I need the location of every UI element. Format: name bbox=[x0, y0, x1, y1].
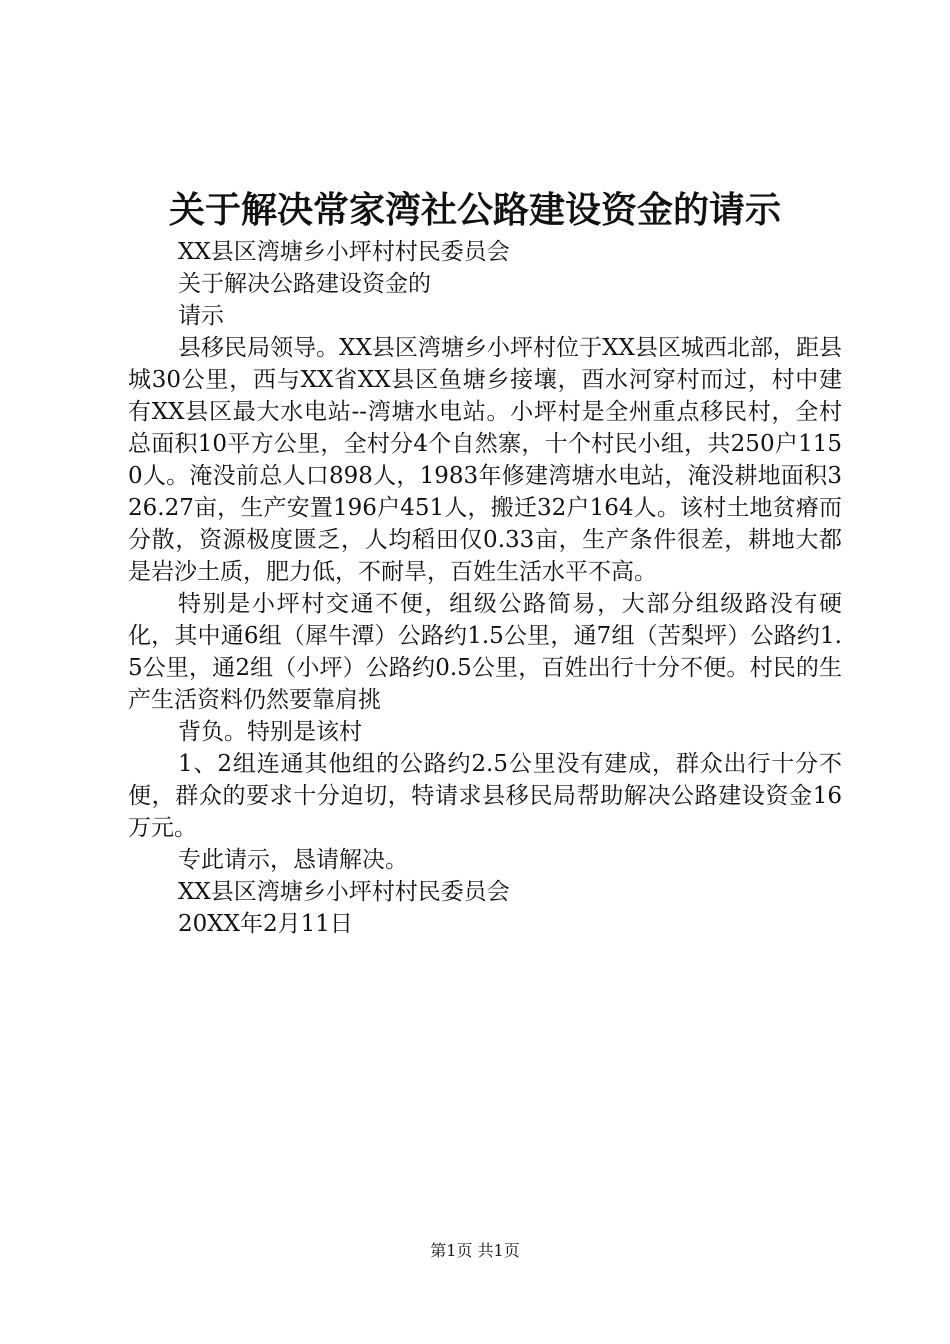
subject-line-continued: 请示 bbox=[178, 303, 224, 329]
paragraph-background: 县移民局领导。XX县区湾塘乡小坪村位于XX县区城西北部，距县城30公里，西与XX省XX县区鱼塘乡接壤，酉水河穿村而过，村中建有XX县区最大水电站--湾塘水电站。小坪村是全州重点移民村，全村总面积10平方公里，全村分4个自然寨，十个村民小组，共250户1150人。淹没前总人口898人，1983年修建湾塘水电站，淹没耕地面积326.27亩，生产安置196户451人，搬迁32户164人。该村土地贫瘠而分散，资源极度匮乏，人均稻田仅0.33亩，生产条件很差，耕地大都是岩沙土质，肥力低，不耐旱，百姓生活水平不高。 bbox=[128, 335, 842, 585]
document-title: 关于解决常家湾社公路建设资金的请示 bbox=[168, 189, 781, 231]
signature-organization: XX县区湾塘乡小坪村村民委员会 bbox=[178, 879, 510, 905]
subject-line: 关于解决公路建设资金的 bbox=[178, 271, 431, 297]
addressee-line: XX县区湾塘乡小坪村村民委员会 bbox=[178, 239, 510, 265]
page-number-footer: 第1页 共1页 bbox=[430, 1241, 520, 1260]
signature-date: 20XX年2月11日 bbox=[178, 911, 353, 937]
closing-request: 专此请示，恳请解决。 bbox=[178, 847, 408, 873]
paragraph-fragment: 背负。特别是该村 bbox=[178, 719, 362, 745]
paragraph-traffic: 特别是小坪村交通不便，组级公路简易，大部分组级路没有硬化，其中通6组（犀牛潭）公路约1.5公里，通7组（苦梨坪）公路约1.5公里，通2组（小坪）公路约0.5公里，百姓出行十分不便。村民的生产生活资料仍然要靠肩挑 bbox=[128, 591, 842, 713]
document-body bbox=[128, 236, 842, 940]
paragraph-request: 1、2组连通其他组的公路约2.5公里没有建成，群众出行十分不便，群众的要求十分迫切，特请求县移民局帮助解决公路建设资金16万元。 bbox=[128, 751, 842, 841]
